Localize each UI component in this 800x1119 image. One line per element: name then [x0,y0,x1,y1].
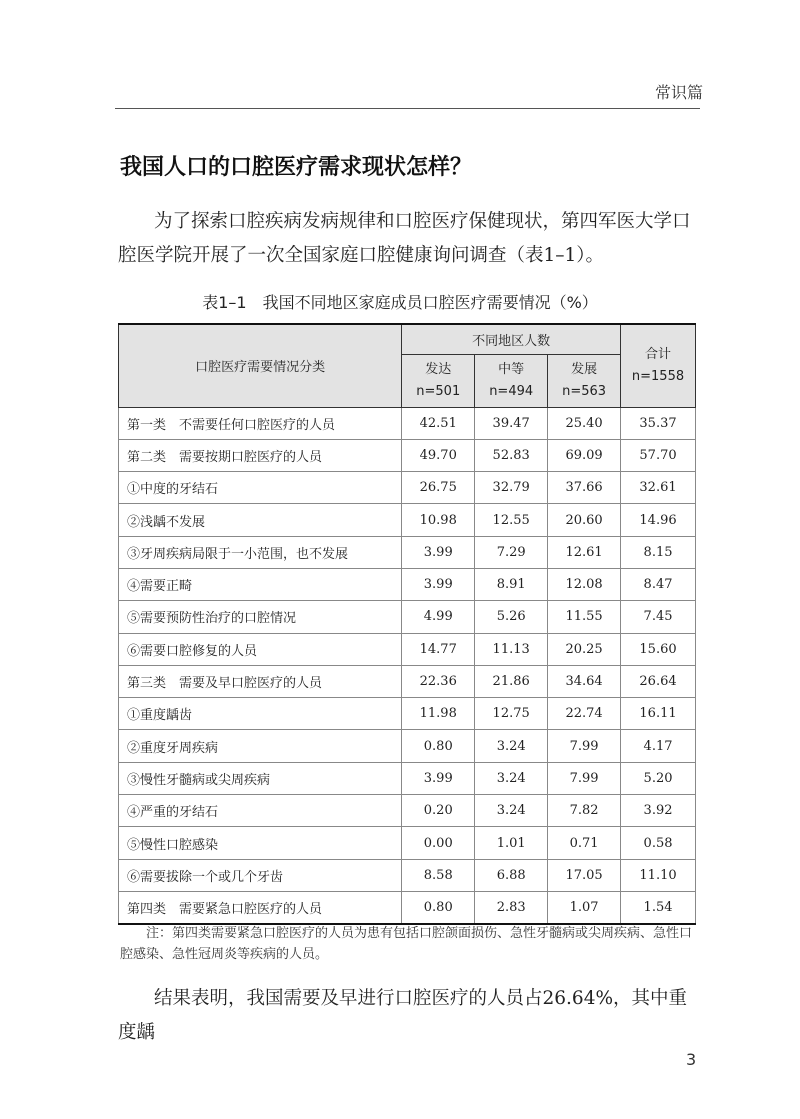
row-value: 0.80 [402,891,475,924]
column-n: n=494 [489,383,534,399]
table-row [119,730,696,762]
table-row [119,762,696,794]
intro-paragraph: 为了探索口腔疾病发病规律和口腔医疗保健现状，第四军医大学口腔医学院开展了一次全国家庭口腔健康询问调查（表1–1）。 [118,211,691,266]
header-total [621,324,696,407]
table-row [119,601,696,633]
row-value: 52.83 [475,439,548,471]
row-value: 4.17 [621,730,696,762]
row-value: 39.47 [475,407,548,439]
row-label: ②重度牙周疾病 [119,730,402,762]
row-label: ②浅龋不发展 [119,504,402,536]
header-region-developed [402,354,475,407]
row-value: 0.71 [548,827,621,859]
row-value: 10.98 [402,504,475,536]
row-value: 15.60 [621,633,696,665]
row-value: 1.07 [548,891,621,924]
table-caption: 表1–1 我国不同地区家庭成员口腔医疗需要情况（%） [202,293,598,312]
row-value: 8.91 [475,568,548,600]
header-divider [115,108,700,109]
row-value: 11.13 [475,633,548,665]
row-value: 7.99 [548,762,621,794]
row-value: 0.80 [402,730,475,762]
table-row [119,472,696,504]
table-row [119,504,696,536]
row-value: 14.96 [621,504,696,536]
row-value: 1.54 [621,891,696,924]
row-value: 8.15 [621,536,696,568]
row-label: 第二类 需要按期口腔医疗的人员 [119,439,402,471]
row-value: 25.40 [548,407,621,439]
table-row [119,568,696,600]
page-title: 我国人口的口腔医疗需求现状怎样？ [120,155,473,180]
row-value: 3.24 [475,762,548,794]
section-label: 常识篇 [655,83,704,102]
column-name: 发展 [571,361,598,377]
row-value: 12.61 [548,536,621,568]
row-value: 7.29 [475,536,548,568]
row-label: ③慢性牙髓病或尖周疾病 [119,762,402,794]
row-label: ③牙周疾病局限于一小范围，也不发展 [119,536,402,568]
row-value: 26.75 [402,472,475,504]
row-value: 32.61 [621,472,696,504]
row-value: 16.11 [621,698,696,730]
row-value: 0.20 [402,795,475,827]
row-value: 0.58 [621,827,696,859]
header-regions: 不同地区人数 [402,324,621,354]
table-row [119,891,696,924]
row-value: 14.77 [402,633,475,665]
row-value: 3.24 [475,795,548,827]
row-value: 49.70 [402,439,475,471]
row-value: 5.20 [621,762,696,794]
row-label: ④需要正畸 [119,568,402,600]
row-value: 5.26 [475,601,548,633]
row-label: ⑥需要拔除一个或几个牙齿 [119,859,402,891]
row-value: 34.64 [548,665,621,697]
row-label: ①中度的牙结石 [119,472,402,504]
column-name: 发达 [425,361,452,377]
table-note: 注：第四类需要紧急口腔医疗的人员为患有包括口腔颌面损伤、急性牙髓病或尖周疾病、急性口腔感染、急性冠周炎等疾病的人员。 [120,926,693,962]
row-value: 3.24 [475,730,548,762]
page-number: 3 [686,1050,697,1069]
row-value: 32.79 [475,472,548,504]
row-value: 37.66 [548,472,621,504]
row-value: 20.25 [548,633,621,665]
row-value: 12.55 [475,504,548,536]
row-value: 3.99 [402,536,475,568]
table-row [119,827,696,859]
row-value: 22.36 [402,665,475,697]
row-value: 8.47 [621,568,696,600]
header-region-medium [475,354,548,407]
header-region-developing [548,354,621,407]
table-row [119,439,696,471]
row-value: 3.99 [402,762,475,794]
row-value: 21.86 [475,665,548,697]
row-label: 第四类 需要紧急口腔医疗的人员 [119,891,402,924]
row-label: ⑤慢性口腔感染 [119,827,402,859]
column-n: n=563 [562,383,607,399]
row-value: 17.05 [548,859,621,891]
row-value: 8.58 [402,859,475,891]
row-value: 3.92 [621,795,696,827]
row-label: ①重度龋齿 [119,698,402,730]
row-value: 22.74 [548,698,621,730]
row-value: 0.00 [402,827,475,859]
row-value: 1.01 [475,827,548,859]
row-value: 7.45 [621,601,696,633]
row-value: 11.98 [402,698,475,730]
row-value: 7.99 [548,730,621,762]
table-row [119,795,696,827]
data-table [118,323,696,925]
column-name: 合计 [645,346,672,362]
row-value: 20.60 [548,504,621,536]
table-body [119,407,696,924]
column-name: 中等 [498,361,525,377]
row-value: 35.37 [621,407,696,439]
row-value: 3.99 [402,568,475,600]
row-value: 57.70 [621,439,696,471]
row-value: 4.99 [402,601,475,633]
column-n: n=1558 [631,368,685,384]
table-row [119,665,696,697]
row-label: ⑤需要预防性治疗的口腔情况 [119,601,402,633]
row-value: 7.82 [548,795,621,827]
row-value: 12.75 [475,698,548,730]
row-value: 6.88 [475,859,548,891]
header-category: 口腔医疗需要情况分类 [119,324,402,407]
row-label: 第三类 需要及早口腔医疗的人员 [119,665,402,697]
row-value: 42.51 [402,407,475,439]
table-row [119,859,696,891]
row-value: 2.83 [475,891,548,924]
row-label: 第一类 不需要任何口腔医疗的人员 [119,407,402,439]
table-row [119,407,696,439]
table-row [119,536,696,568]
row-value: 26.64 [621,665,696,697]
row-value: 11.55 [548,601,621,633]
row-label: ⑥需要口腔修复的人员 [119,633,402,665]
row-value: 69.09 [548,439,621,471]
result-paragraph: 结果表明，我国需要及早进行口腔医疗的人员占26.64%，其中重度龋 [118,988,688,1043]
row-value: 11.10 [621,859,696,891]
row-value: 12.08 [548,568,621,600]
row-label: ④严重的牙结石 [119,795,402,827]
column-n: n=501 [416,383,461,399]
table-row [119,633,696,665]
table-row [119,698,696,730]
